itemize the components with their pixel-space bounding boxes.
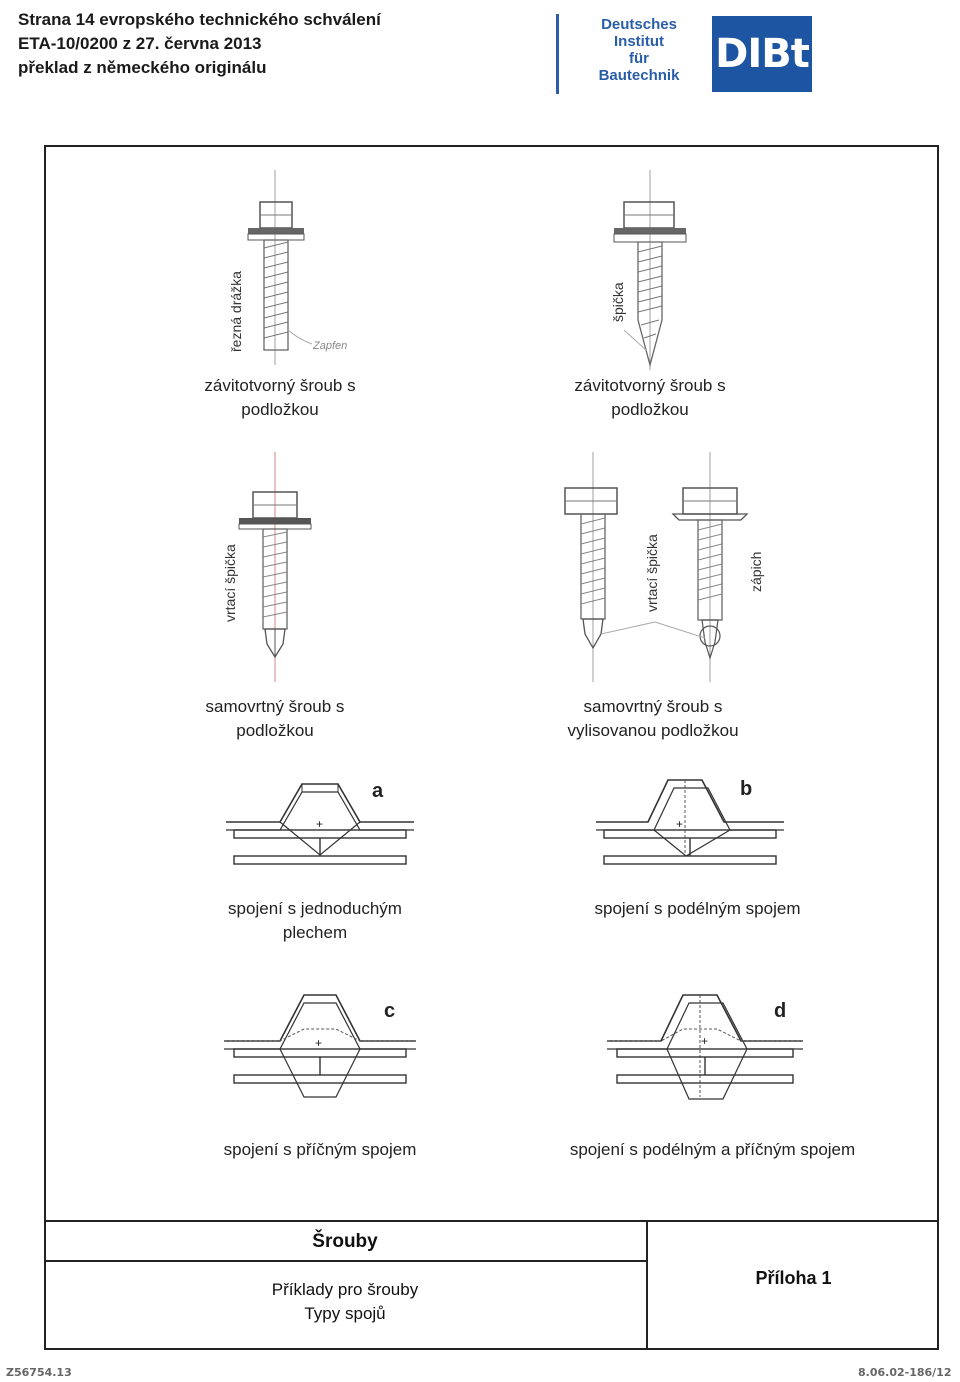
dibt-logo-text: Deutsches Institut für Bautechnik: [598, 16, 680, 84]
document-header: [18, 8, 381, 80]
screw-3-caption: samovrtný šroub s podložkou: [205, 697, 345, 740]
svg-text:+: +: [676, 817, 684, 831]
screw-4-drawing: [555, 452, 770, 682]
joint-a-caption: spojení s jednoduchým plechem: [228, 899, 402, 942]
joint-a-drawing: [220, 770, 420, 870]
screw-3-label: vrtací špička: [222, 544, 238, 622]
joint-d-caption: spojení s podélným a příčným spojem: [569, 1140, 856, 1159]
title-block-title: Šrouby: [44, 1222, 646, 1262]
svg-text:+: +: [315, 1036, 323, 1050]
annex-label: Příloha 1: [755, 1268, 832, 1288]
footer-right-code: 8.06.02-186/12: [858, 1366, 952, 1379]
joint-b-drawing: [590, 770, 790, 870]
screw-4-caption: samovrtný šroub s vylisovanou podložkou: [567, 697, 739, 740]
joint-c-letter: c: [384, 1000, 396, 1022]
screw-4-label: vrtací špička: [644, 534, 660, 612]
header-line-3: překlad z německého originálu: [18, 58, 267, 77]
joint-b-caption: spojení s podélným spojem: [594, 899, 801, 918]
dibt-logo-mark: DIBt: [712, 16, 812, 92]
joint-a-letter: a: [372, 780, 384, 802]
title-block-subtitle: Příklady pro šrouby Typy spojů: [271, 1280, 419, 1323]
screw-1-caption: závitotvorný šroub s podložkou: [204, 376, 356, 419]
drawing-frame: [44, 145, 939, 1350]
screw-2-drawing: [610, 170, 700, 370]
screw-1-tag: Zapfen: [313, 340, 348, 352]
screw-4-label-2: zápich: [748, 551, 764, 592]
svg-text:+: +: [316, 817, 324, 831]
header-line-1: Strana 14 evropského technického schválení: [18, 10, 381, 29]
screw-3-drawing: [235, 452, 325, 682]
screw-2-label: špička: [610, 282, 626, 322]
svg-text:+: +: [701, 1034, 709, 1048]
joint-b-letter: b: [740, 778, 753, 800]
screw-2-caption: závitotvorný šroub s podložkou: [574, 376, 726, 419]
logo-divider: [556, 14, 559, 94]
joint-c-caption: spojení s příčným spojem: [223, 1140, 417, 1159]
header-line-2: ETA-10/0200 z 27. června 2013: [18, 34, 262, 53]
title-block: [44, 1220, 939, 1350]
screw-1-drawing: [240, 170, 360, 365]
footer-left-code: Z56754.13: [6, 1366, 72, 1379]
screw-1-label: řezná drážka: [228, 271, 244, 352]
title-block-left: [44, 1222, 648, 1350]
joint-d-letter: d: [774, 1000, 787, 1022]
